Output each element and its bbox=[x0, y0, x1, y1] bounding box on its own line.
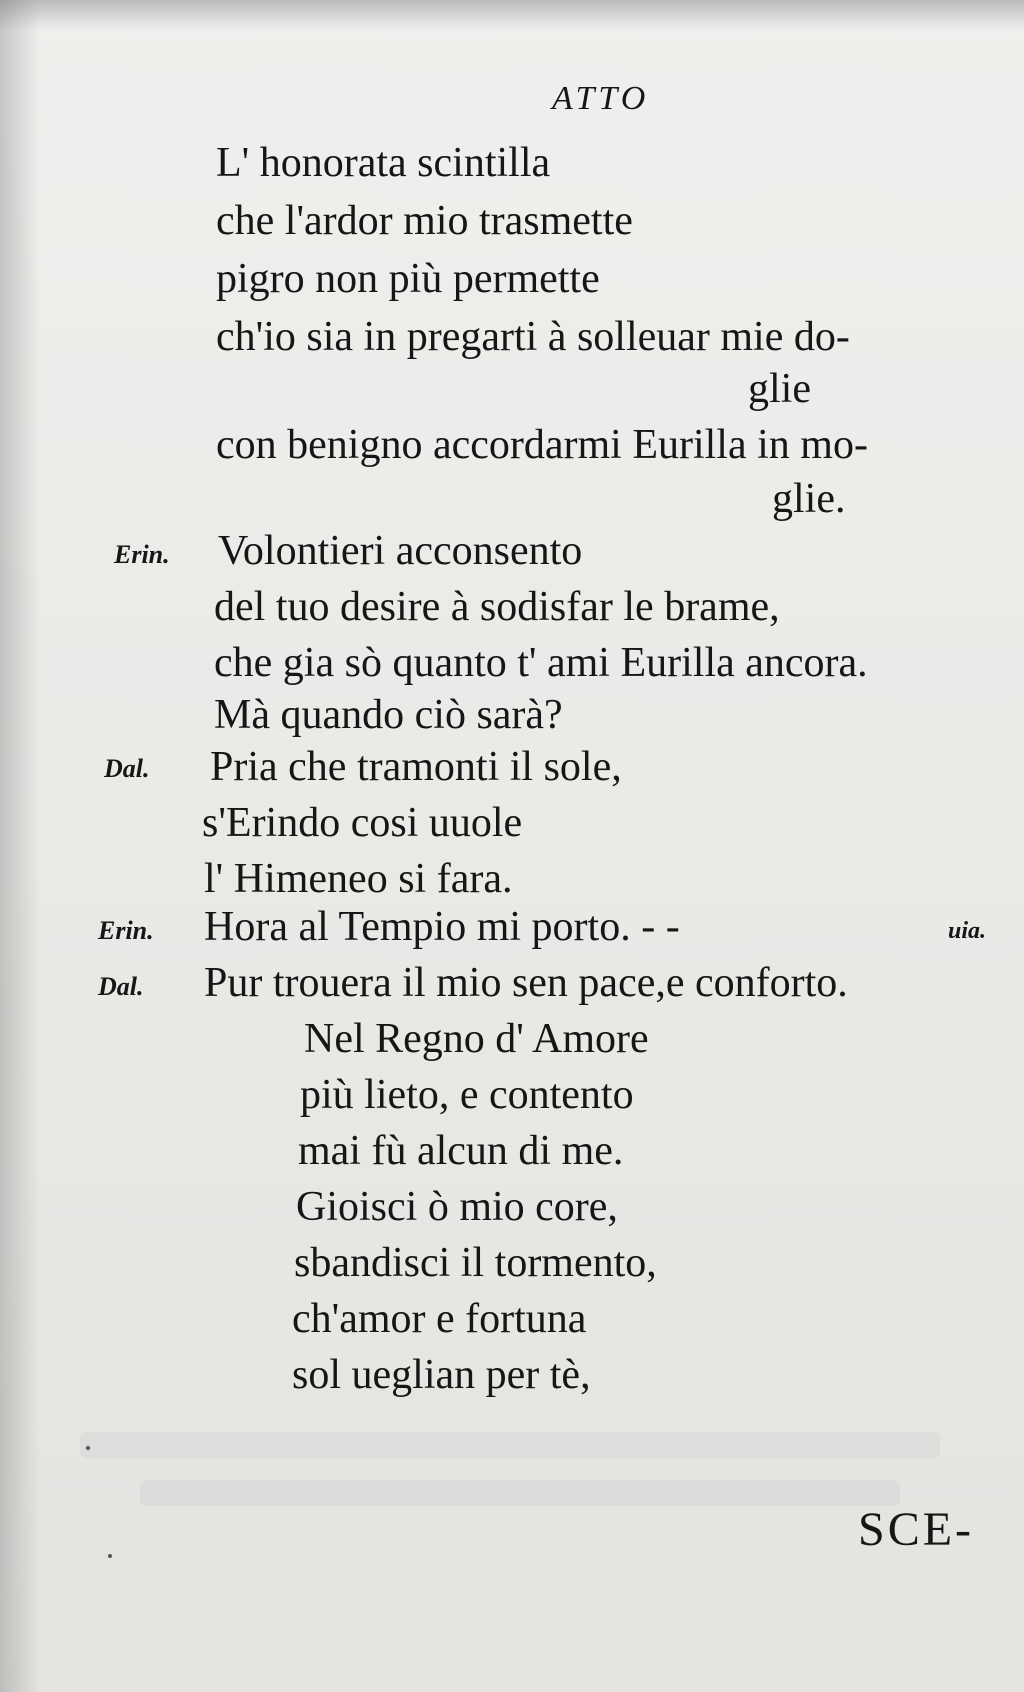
show-through-smudge bbox=[140, 1480, 900, 1506]
verse-line-turnover: glie. bbox=[772, 476, 846, 522]
song-line: sbandisci il tormento, bbox=[294, 1240, 657, 1286]
verse-line: s'Erindo cosi uuole bbox=[202, 800, 523, 846]
verse-line: L' honorata scintilla bbox=[216, 140, 551, 186]
verse-line: del tuo desire à sodisfar le brame, bbox=[214, 584, 780, 630]
verse-line: Volontieri acconsento bbox=[218, 528, 583, 574]
verse-line: che gia sò quanto t' ami Eurilla ancora. bbox=[214, 640, 868, 686]
verse-line-turnover: glie bbox=[748, 366, 811, 412]
speaker-label: Erin. bbox=[98, 916, 154, 945]
song-line: mai fù alcun di me. bbox=[298, 1128, 624, 1174]
speaker-label: Dal. bbox=[98, 972, 144, 1001]
verse-line: Pria che tramonti il sole, bbox=[210, 744, 622, 790]
verse-line: Hora al Tempio mi porto. - - bbox=[204, 904, 680, 950]
verse-line: Pur trouera il mio sen pace,e conforto. bbox=[204, 960, 848, 1006]
verse-line: Mà quando ciò sarà? bbox=[214, 692, 563, 738]
verse-line: che l'ardor mio trasmette bbox=[216, 198, 633, 244]
song-line: Nel Regno d' Amore bbox=[304, 1016, 649, 1062]
verse-line: pigro non più permette bbox=[216, 256, 600, 302]
catchword: SCE- bbox=[858, 1503, 975, 1556]
speaker-label: Dal. bbox=[104, 754, 150, 783]
page-edge-shadow bbox=[0, 0, 40, 1692]
stage-direction: uia. bbox=[948, 918, 987, 944]
song-line: ch'amor e fortuna bbox=[292, 1296, 587, 1342]
show-through-smudge bbox=[80, 1432, 940, 1458]
verse-line: l' Himeneo si fara. bbox=[204, 856, 513, 902]
song-line: più lieto, e contento bbox=[300, 1072, 634, 1118]
verse-line: ch'io sia in pregarti à solleuar mie do- bbox=[216, 314, 850, 360]
ink-speck bbox=[86, 1446, 90, 1450]
verse-line: con benigno accordarmi Eurilla in mo- bbox=[216, 422, 868, 468]
page-top-shadow bbox=[0, 0, 1024, 30]
song-line: Gioisci ò mio core, bbox=[296, 1184, 618, 1230]
ink-speck bbox=[108, 1554, 112, 1558]
speaker-label: Erin. bbox=[114, 540, 170, 569]
song-line: sol ueglian per tè, bbox=[292, 1352, 591, 1398]
running-header: ATTO bbox=[552, 80, 650, 117]
